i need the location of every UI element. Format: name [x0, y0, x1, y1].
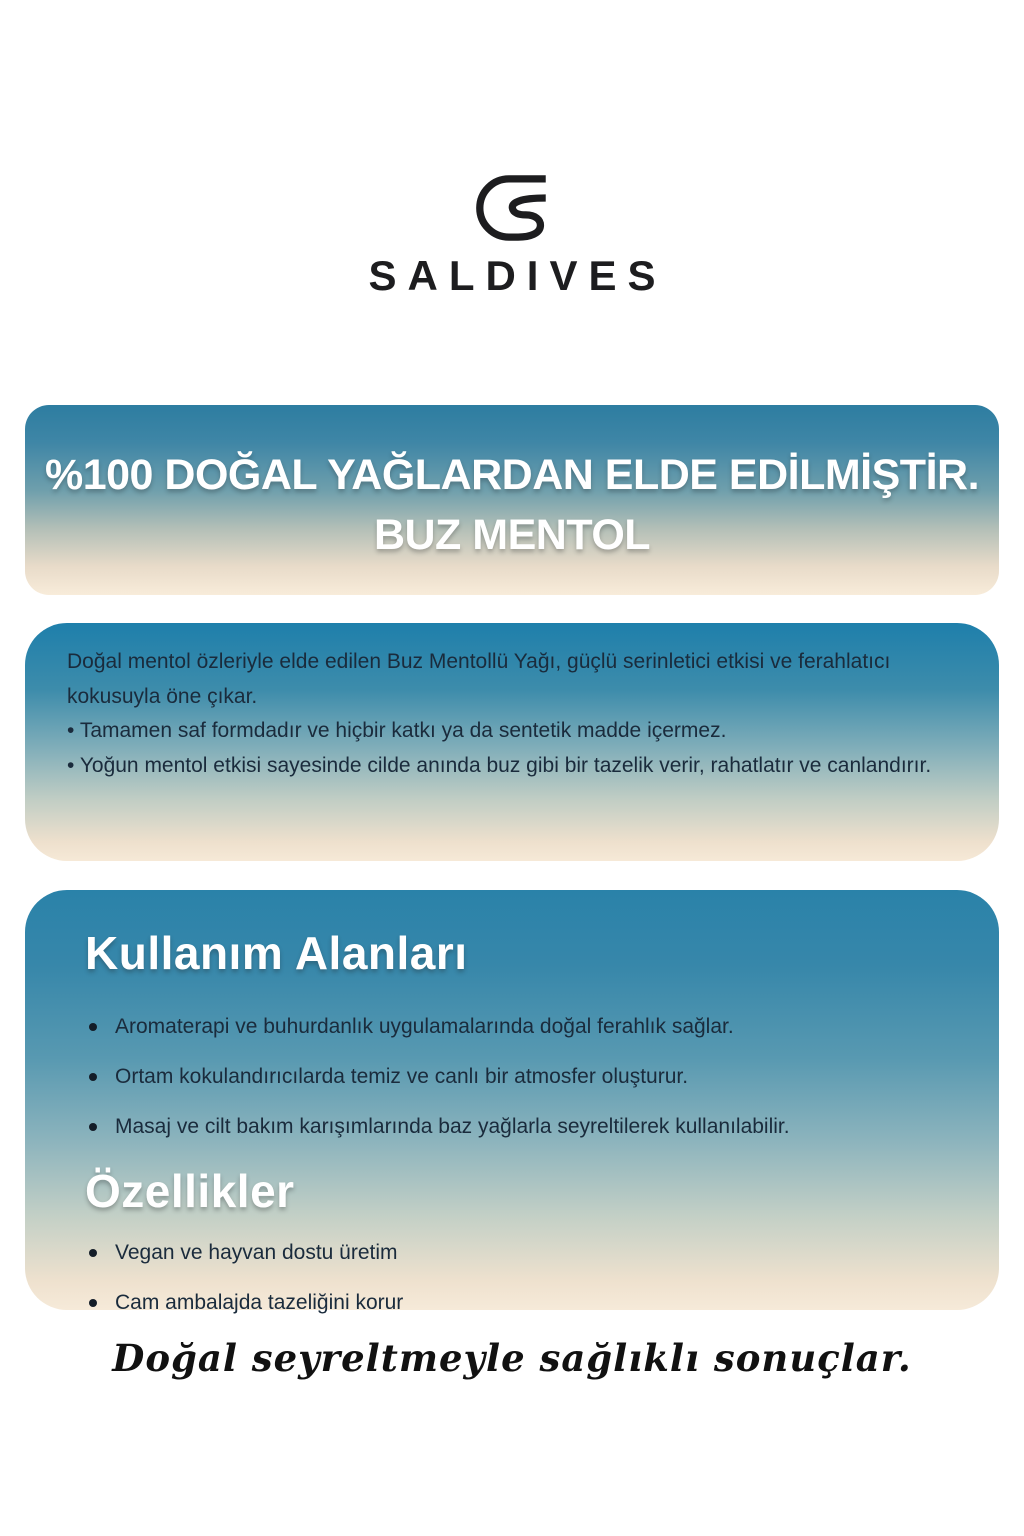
- features-heading: Özellikler: [85, 1165, 295, 1217]
- gs-monogram-icon: [464, 162, 560, 254]
- usage-bullet-list: [85, 1014, 959, 1140]
- features-bullet-item: Cam ambalajda tazeliğini korur: [85, 1290, 959, 1316]
- info-card: [25, 890, 999, 1314]
- description-bullet-2: • Yoğun mentol etkisi sayesinde cilde anında buz gibi bir tazelik verir, rahatlatır ve canlandırır.: [67, 749, 951, 784]
- description-bullet-1: • Tamamen saf formdadır ve hiçbir katkı ya da sentetik madde içermez.: [67, 714, 951, 749]
- usage-heading: Kullanım Alanları: [85, 927, 468, 979]
- features-bullet-list: [85, 1240, 959, 1316]
- features-bullet-item: Vegan ve hayvan dostu üretim: [85, 1240, 959, 1266]
- usage-bullet-item: Aromaterapi ve buhurdanlık uygulamalarında doğal ferahlık sağlar.: [85, 1014, 959, 1040]
- banner-line-2: BUZ MENTOL: [373, 511, 651, 559]
- banner-line-1: %100 DOĞAL YAĞLARDAN ELDE EDİLMİŞTİR.: [44, 451, 980, 499]
- description-intro: Doğal mentol özleriyle elde edilen Buz Mentollü Yağı, güçlü serinletici etkisi ve ferahlatıcı kokusuyla öne çıkar.: [67, 650, 891, 708]
- usage-bullet-item: Masaj ve cilt bakım karışımlarında baz yağlarla seyreltilerek kullanılabilir.: [85, 1114, 959, 1140]
- banner-card: [25, 405, 999, 595]
- usage-bullet-item: Ortam kokulandırıcılarda temiz ve canlı bir atmosfer oluşturur.: [85, 1064, 959, 1090]
- footer-tagline: Doğal seyreltmeyle sağlıklı sonuçlar.: [112, 1336, 912, 1380]
- description-card: [25, 623, 999, 861]
- brand-wordmark: SALDIVES: [368, 252, 667, 299]
